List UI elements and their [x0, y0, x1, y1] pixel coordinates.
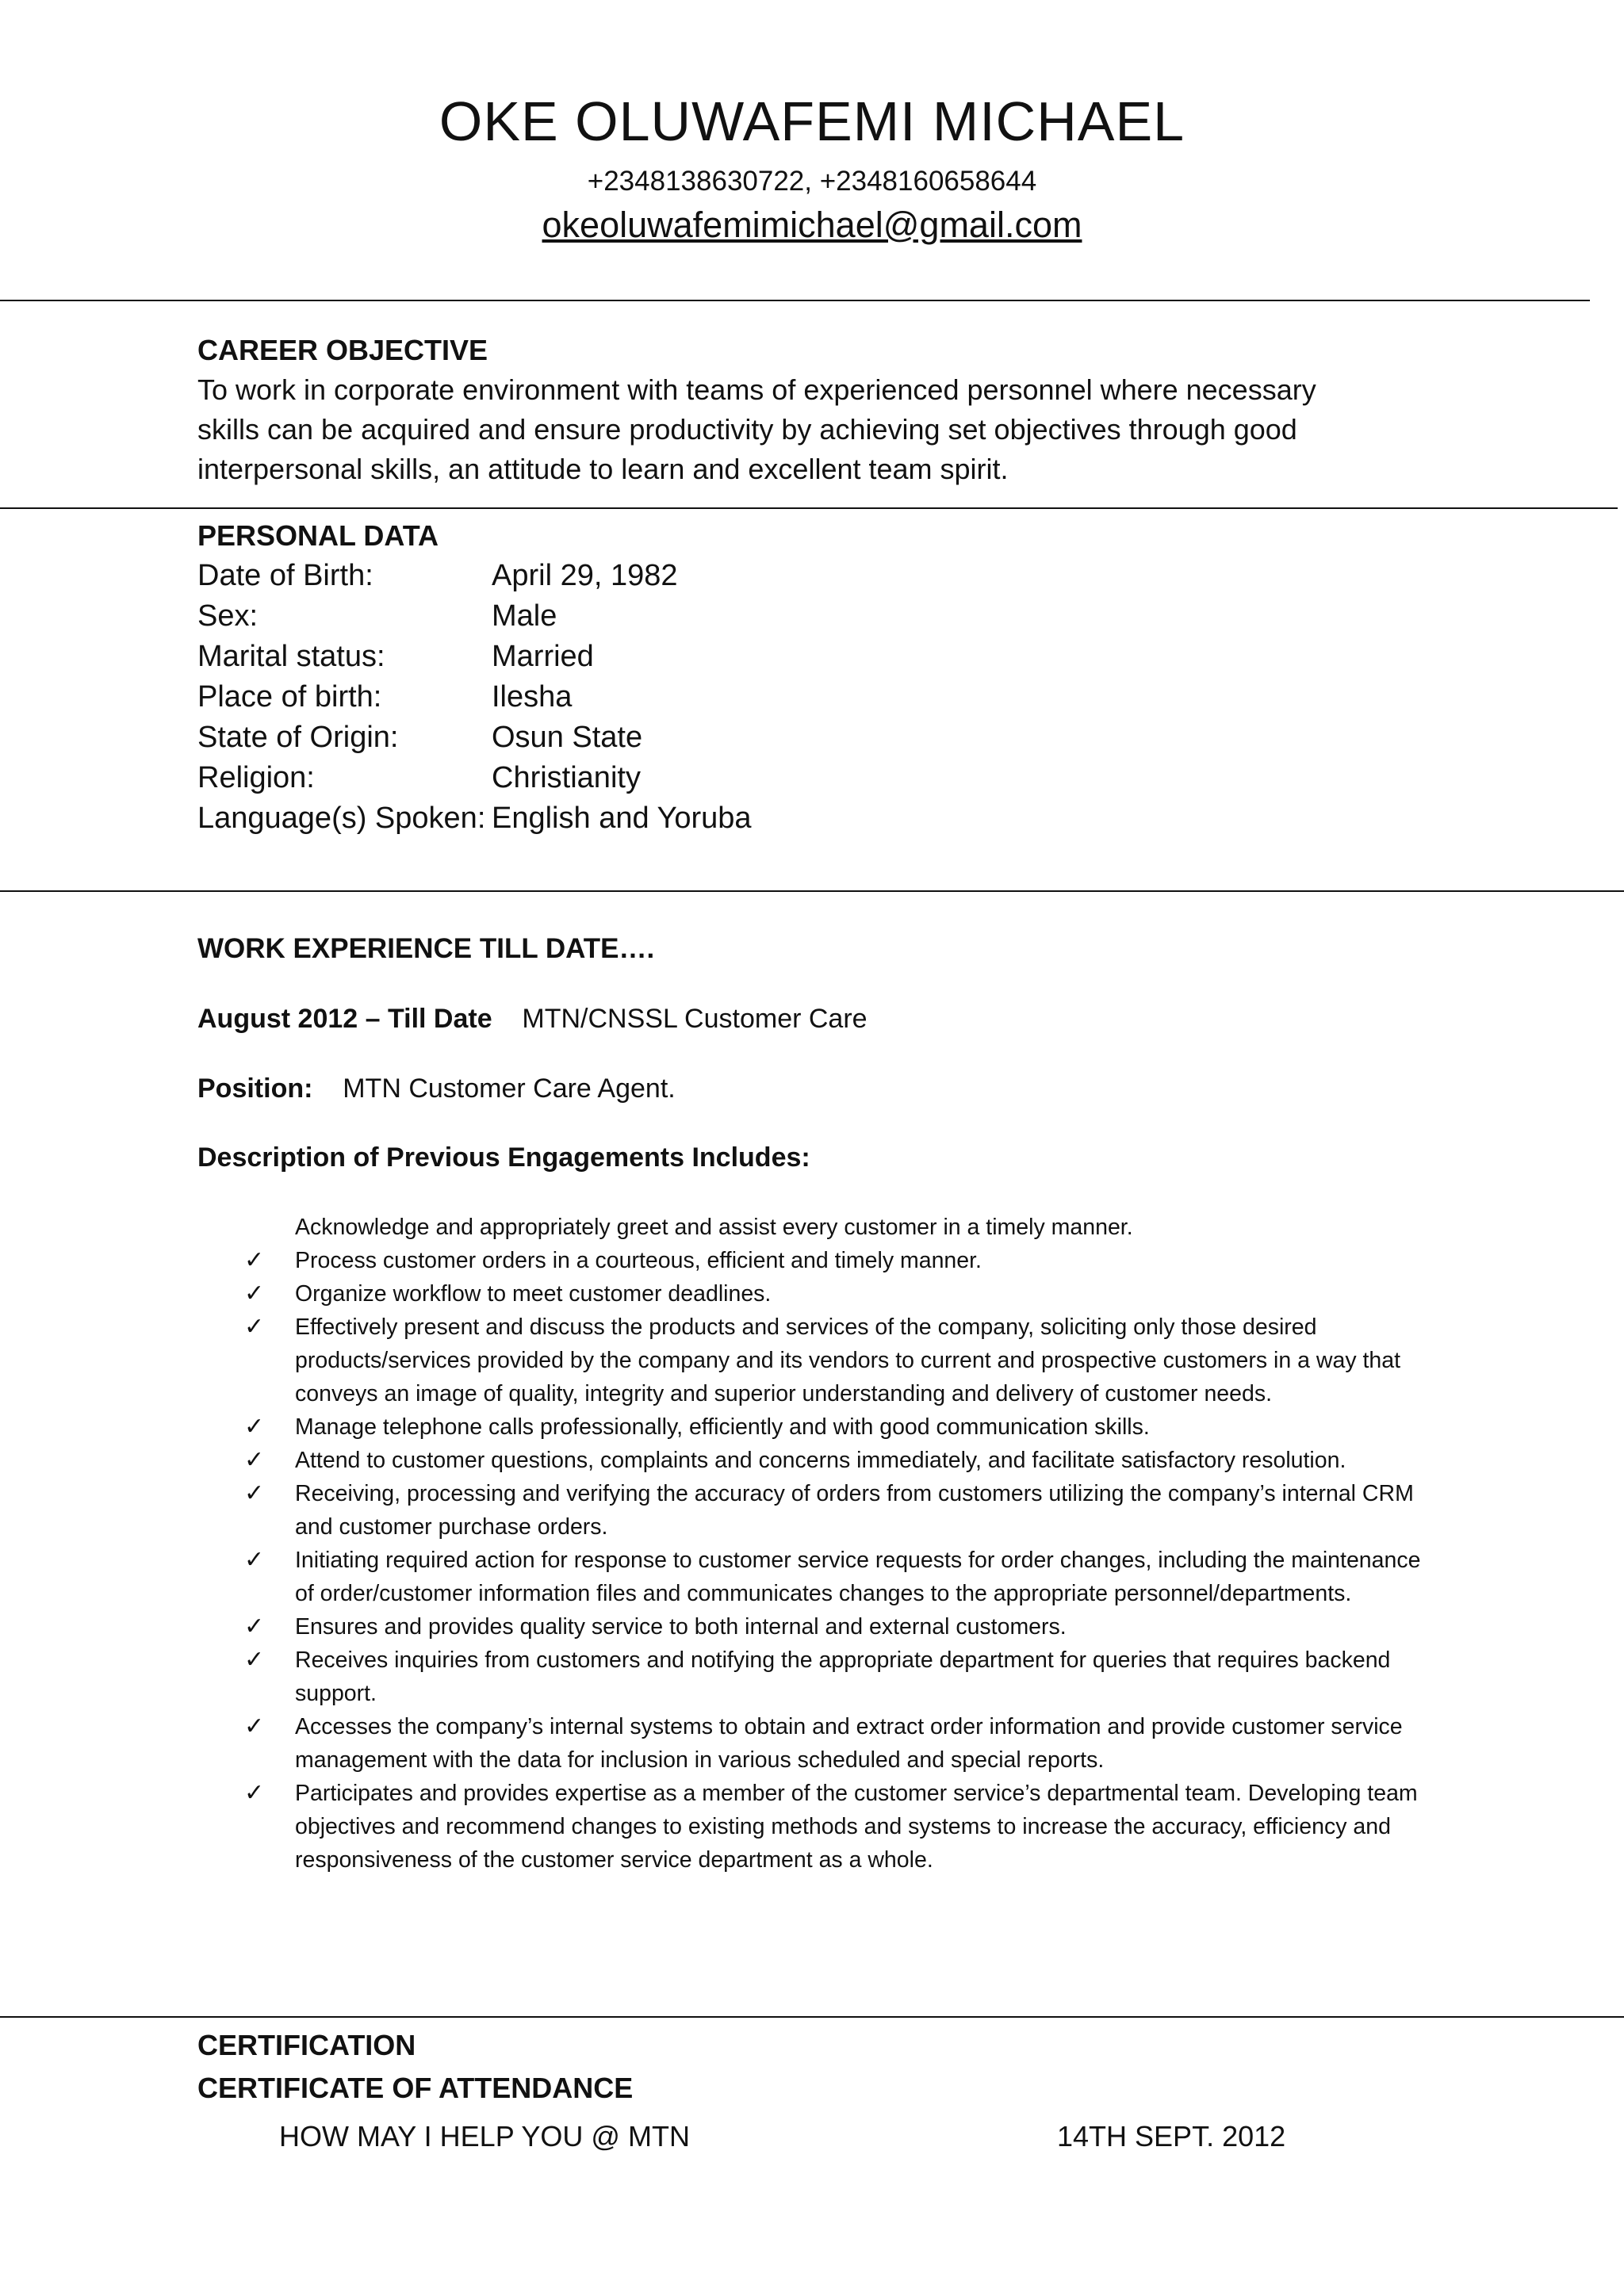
religion-value: Christianity: [492, 761, 641, 794]
divider: [0, 890, 1624, 892]
sex-value: Male: [492, 599, 557, 633]
certification-heading: CERTIFICATION: [197, 2029, 416, 2061]
duty-text: Participates and provides expertise as a member of the customer service’s departmental team. Developing team objectives and recommend changes to existing methods and systems to increase the accuracy, efficiency and responsiveness of the customer service department as a whole.: [295, 1781, 1418, 1873]
personal-data-section: [197, 515, 1450, 839]
employer: MTN/CNSSL Customer Care: [522, 1004, 868, 1034]
checkmark-icon: ✓: [244, 1447, 265, 1473]
candidate-name: OKE OLUWAFEMI MICHAEL: [439, 90, 1185, 152]
divider: [0, 507, 1618, 509]
certificate-course: HOW MAY I HELP YOU @ MTN: [279, 2120, 690, 2152]
checkmark-icon: ✓: [244, 1314, 265, 1340]
duty-item: [238, 1311, 1443, 1410]
duty-item: [238, 1211, 1443, 1244]
languages-label: Language(s) Spoken:: [197, 802, 486, 835]
employment-period: August 2012 – Till Date: [197, 1004, 492, 1034]
personal-data-row: [197, 718, 1450, 758]
personal-data-heading: PERSONAL DATA: [197, 519, 439, 552]
date-of-birth-value: April 29, 1982: [492, 559, 678, 592]
checkmark-icon: ✓: [244, 1480, 265, 1506]
languages-value: English and Yoruba: [492, 802, 752, 835]
certificate-date: 14TH SEPT. 2012: [1057, 2120, 1286, 2152]
state-of-origin-value: Osun State: [492, 721, 643, 754]
certification-section: [197, 2024, 1450, 2110]
description-heading-line: [197, 1139, 1450, 1176]
duty-item: [238, 1277, 1443, 1311]
personal-data-row: [197, 596, 1450, 637]
career-objective-line: To work in corporate environment with teams of experienced personnel where necessary: [197, 373, 1316, 406]
duty-item: [238, 1444, 1443, 1477]
duty-text: Initiating required action for response to customer service requests for order changes, including the maintenance of order/customer information files and communicates changes to the appropriate personnel/departments.: [295, 1548, 1421, 1606]
career-objective-heading: CAREER OBJECTIVE: [197, 334, 488, 366]
personal-data-row: [197, 556, 1450, 596]
duty-text: Ensures and provides quality service to both internal and external customers.: [295, 1614, 1067, 1640]
duty-item: [238, 1544, 1443, 1610]
checkmark-icon: ✓: [244, 1247, 265, 1273]
duty-item: [238, 1244, 1443, 1277]
duty-text: Manage telephone calls professionally, efficiently and with good communication skills.: [295, 1414, 1150, 1440]
personal-data-row: [197, 677, 1450, 718]
position-line: [197, 1070, 1450, 1107]
duties-list: [238, 1211, 1443, 1877]
phone-numbers: +2348138630722, +2348160658644: [587, 166, 1037, 197]
duty-text: Receives inquiries from customers and notifying the appropriate department for queries that requires backend support.: [295, 1647, 1391, 1706]
marital-status-value: Married: [492, 640, 594, 673]
career-objective-line: interpersonal skills, an attitude to learn and excellent team spirit.: [197, 453, 1009, 485]
marital-status-label: Marital status:: [197, 640, 385, 673]
position-label: Position:: [197, 1073, 313, 1104]
description-heading: Description of Previous Engagements Includes:: [197, 1142, 810, 1173]
sex-label: Sex:: [197, 599, 259, 633]
duty-text: Attend to customer questions, complaints and concerns immediately, and facilitate satisfactory resolution.: [295, 1448, 1346, 1473]
divider: [0, 2016, 1624, 2018]
duty-text: Acknowledge and appropriately greet and assist every customer in a timely manner.: [295, 1215, 1133, 1240]
religion-label: Religion:: [197, 761, 315, 794]
divider: [0, 300, 1590, 301]
checkmark-icon: ✓: [244, 1414, 265, 1440]
personal-data-row: [197, 798, 1450, 839]
date-of-birth-label: Date of Birth:: [197, 559, 373, 592]
state-of-origin-label: State of Origin:: [197, 721, 399, 754]
duty-item: [238, 1410, 1443, 1444]
duty-item: [238, 1644, 1443, 1710]
email-link[interactable]: okeoluwafemimichael@gmail.com: [542, 205, 1082, 245]
work-experience-section: [197, 929, 1450, 969]
duty-item: [238, 1610, 1443, 1644]
duty-text: Accesses the company’s internal systems to obtain and extract order information and provide customer service management with the data for inclusion in various scheduled and special reports.: [295, 1714, 1403, 1773]
personal-data-row: [197, 637, 1450, 677]
checkmark-icon: ✓: [244, 1547, 265, 1573]
position-value: MTN Customer Care Agent.: [343, 1073, 676, 1104]
duty-item: [238, 1710, 1443, 1777]
checkmark-icon: ✓: [244, 1780, 265, 1806]
checkmark-icon: ✓: [244, 1647, 265, 1673]
duty-text: Organize workflow to meet customer deadlines.: [295, 1281, 772, 1307]
place-of-birth-value: Ilesha: [492, 680, 573, 714]
checkmark-icon: ✓: [244, 1613, 265, 1640]
career-objective-line: skills can be acquired and ensure productivity by achieving set objectives through good: [197, 413, 1297, 446]
resume-header: [0, 87, 1624, 249]
duty-item: [238, 1777, 1443, 1877]
duty-text: Process customer orders in a courteous, efficient and timely manner.: [295, 1248, 982, 1273]
duty-text: Receiving, processing and verifying the accuracy of orders from customers utilizing the company’s internal CRM and customer purchase orders.: [295, 1481, 1414, 1540]
duty-item: [238, 1477, 1443, 1544]
career-objective-section: [197, 331, 1450, 489]
employment-period-line: [197, 1001, 1450, 1037]
personal-data-row: [197, 758, 1450, 798]
work-experience-heading: WORK EXPERIENCE TILL DATE….: [197, 933, 655, 964]
place-of-birth-label: Place of birth:: [197, 680, 382, 714]
checkmark-icon: ✓: [244, 1280, 265, 1307]
certificate-subheading: CERTIFICATE OF ATTENDANCE: [197, 2072, 634, 2104]
duty-text: Effectively present and discuss the products and services of the company, soliciting only those desired products/services provided by the company and its vendors to current and prospective customers in a way that conveys an image of quality, integrity and superior understanding and delivery of customer needs.: [295, 1314, 1401, 1406]
checkmark-icon: ✓: [244, 1713, 265, 1739]
